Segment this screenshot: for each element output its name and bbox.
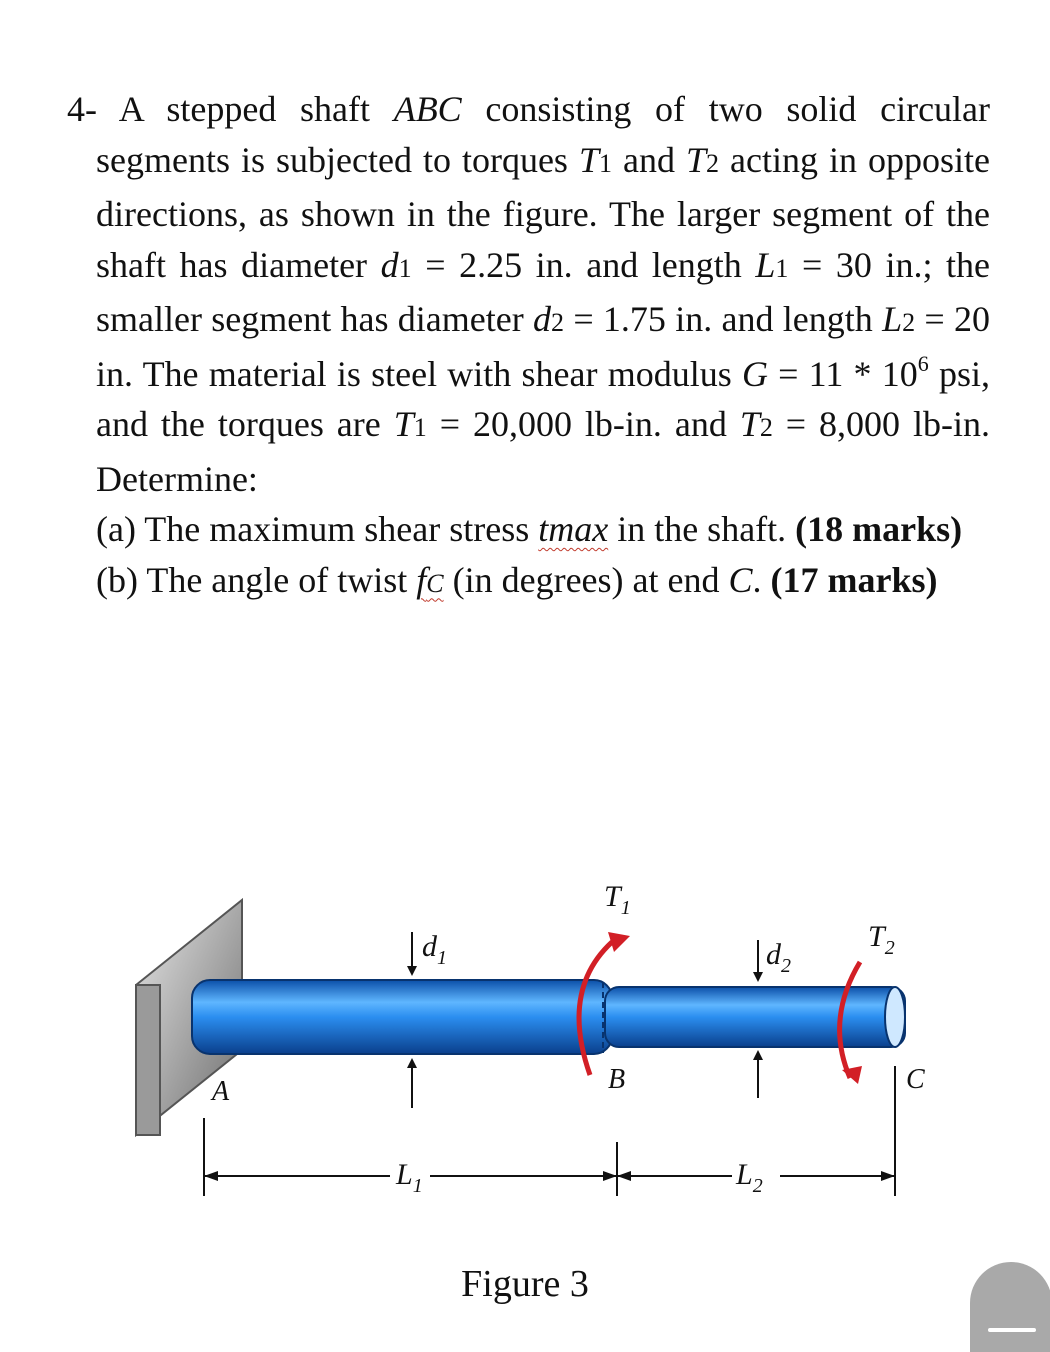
label-b: B [608, 1064, 626, 1095]
tau-max-symbol: tmax [538, 509, 609, 549]
figure-caption: Figure 3 [461, 1263, 589, 1305]
phi-c-symbol: fC [416, 559, 444, 600]
part-a-marks: (18 marks) [795, 509, 963, 549]
large-segment [192, 980, 612, 1054]
label-d1: $d_1$ [422, 930, 447, 969]
shaft-end-c [885, 987, 905, 1047]
label-a: A [212, 1076, 230, 1107]
problem-number: 4- [67, 89, 97, 129]
stepped-shaft-figure [120, 870, 950, 1210]
label-c: C [906, 1064, 925, 1095]
label-l1: $L_1$ [396, 1158, 423, 1197]
part-b: (b) The angle of twist fC (in degrees) at end C. (17 marks) [96, 559, 938, 600]
part-b-marks: (17 marks) [770, 559, 938, 600]
small-segment [605, 987, 905, 1047]
problem-stem: 4- A stepped shaft ABC consisting of two solid circular segments is subjected to torques T1 and T2 acting in opposite directions, as shown in the figure. The larger segment of the shaft has diameter d1 = 2.25 in. and length L1 = 30 in.; the smaller segment has diameter d2 = 1.75 in. and length L2 = 20 in. The material is steel with shear modulus $G = 11 * 10^6$ psi, and the torques are T1 = 20,000 lb-in. and T2 = 8,000 lb-in. Determine: [67, 89, 991, 499]
label-d2: $d_2$ [766, 938, 791, 977]
problem-4 [60, 84, 990, 609]
label-t1: $T_1$ [604, 880, 631, 919]
label-t2: $T_2$ [868, 920, 895, 959]
scroll-handle-button[interactable] [970, 1262, 1050, 1352]
handle-bar-icon [988, 1328, 1036, 1332]
label-l2: $L_2$ [736, 1158, 763, 1197]
part-a: (a) The maximum shear stress tmax in the shaft. (18 marks) [96, 509, 963, 549]
